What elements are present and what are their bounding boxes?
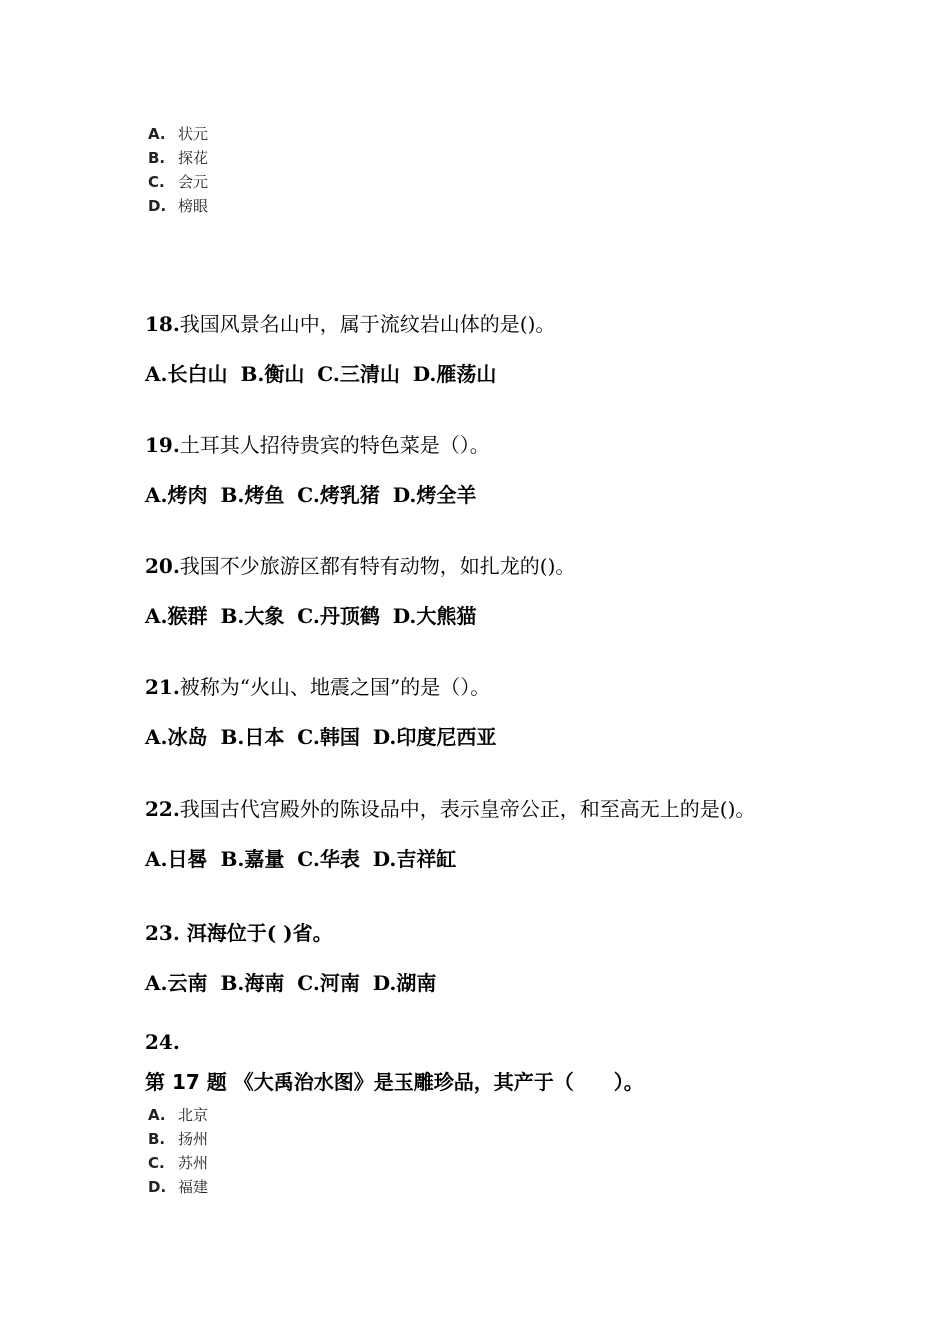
- option-row: [148, 1103, 208, 1127]
- answer-option: C.华表: [297, 847, 360, 871]
- answer-option: B.海南: [220, 971, 285, 995]
- answer-option: D.湖南: [372, 971, 437, 995]
- option-row: [148, 1175, 208, 1199]
- question-19: [145, 429, 490, 458]
- option-letter: D.: [148, 197, 167, 215]
- option-text: 榜眼: [178, 197, 209, 215]
- answer-option: A.云南: [145, 971, 208, 995]
- option-row: [148, 1127, 208, 1151]
- option-text: 苏州: [178, 1154, 209, 1172]
- option-text: 扬州: [178, 1130, 209, 1148]
- question-number: 22.: [145, 797, 180, 821]
- q17-options: [148, 122, 208, 218]
- answer-option: B.衡山: [240, 362, 305, 386]
- question-text: 被称为“火山、地震之国”的是（）。: [179, 675, 491, 699]
- question-text: 我国不少旅游区都有特有动物，如扎龙的()。: [179, 554, 576, 578]
- answer-option: A.日晷: [145, 847, 208, 871]
- answer-option: A.冰岛: [145, 725, 208, 749]
- question-24-number: 24.: [145, 1030, 180, 1054]
- option-letter: D.: [148, 1178, 167, 1196]
- question-23: [145, 917, 333, 946]
- answers-18: [145, 358, 496, 387]
- answers-21: [145, 721, 496, 750]
- answer-option: C.丹顶鹤: [297, 604, 380, 628]
- q24-options: [148, 1103, 208, 1199]
- option-letter: C.: [148, 1154, 165, 1172]
- answer-option: D.雁荡山: [412, 362, 497, 386]
- option-text: 状元: [178, 125, 209, 143]
- option-text: 会元: [178, 173, 209, 191]
- question-24-text: 第 17 题 《大禹治水图》是玉雕珍品，其产于（ ）。: [145, 1070, 644, 1094]
- question-number: 21.: [145, 675, 180, 699]
- answer-option: A.猴群: [145, 604, 208, 628]
- answer-option: D.印度尼西亚: [372, 725, 497, 749]
- answer-option: C.烤乳猪: [297, 483, 380, 507]
- answer-option: A.长白山: [145, 362, 228, 386]
- answer-option: D.烤全羊: [392, 483, 477, 507]
- question-number: 23.: [145, 921, 180, 945]
- question-text: 土耳其人招待贵宾的特色菜是（）。: [179, 433, 490, 457]
- question-text: 我国风景名山中，属于流纹岩山体的是()。: [179, 312, 556, 336]
- question-number: 18.: [145, 312, 180, 336]
- question-18: [145, 308, 555, 337]
- answers-20: [145, 600, 476, 629]
- option-text: 北京: [178, 1106, 209, 1124]
- option-row: [148, 146, 208, 170]
- option-text: 探花: [178, 149, 209, 167]
- answer-option: B.烤鱼: [220, 483, 285, 507]
- question-number: 20.: [145, 554, 180, 578]
- answers-19: [145, 479, 476, 508]
- answer-option: C.河南: [297, 971, 360, 995]
- question-21: [145, 671, 490, 700]
- answer-option: D.大熊猫: [392, 604, 477, 628]
- option-row: [148, 1151, 208, 1175]
- option-letter: B.: [148, 1130, 166, 1148]
- question-text: 洱海位于( )省。: [179, 921, 333, 945]
- option-letter: B.: [148, 149, 166, 167]
- option-letter: A.: [148, 125, 166, 143]
- option-letter: C.: [148, 173, 165, 191]
- option-row: [148, 194, 208, 218]
- option-letter: A.: [148, 1106, 166, 1124]
- answer-option: C.三清山: [317, 362, 400, 386]
- answer-option: B.大象: [220, 604, 285, 628]
- answer-option: A.烤肉: [145, 483, 208, 507]
- option-row: [148, 170, 208, 194]
- answers-22: [145, 843, 456, 872]
- question-number: 19.: [145, 433, 180, 457]
- option-text: 福建: [178, 1178, 209, 1196]
- question-text: 我国古代宫殿外的陈设品中，表示皇帝公正，和至高无上的是()。: [179, 797, 756, 821]
- answer-option: B.嘉量: [220, 847, 285, 871]
- answer-option: B.日本: [220, 725, 285, 749]
- answer-option: C.韩国: [297, 725, 360, 749]
- answer-option: D.吉祥缸: [372, 847, 457, 871]
- answers-23: [145, 967, 436, 996]
- question-22: [145, 793, 755, 822]
- question-20: [145, 550, 575, 579]
- option-row: [148, 122, 208, 146]
